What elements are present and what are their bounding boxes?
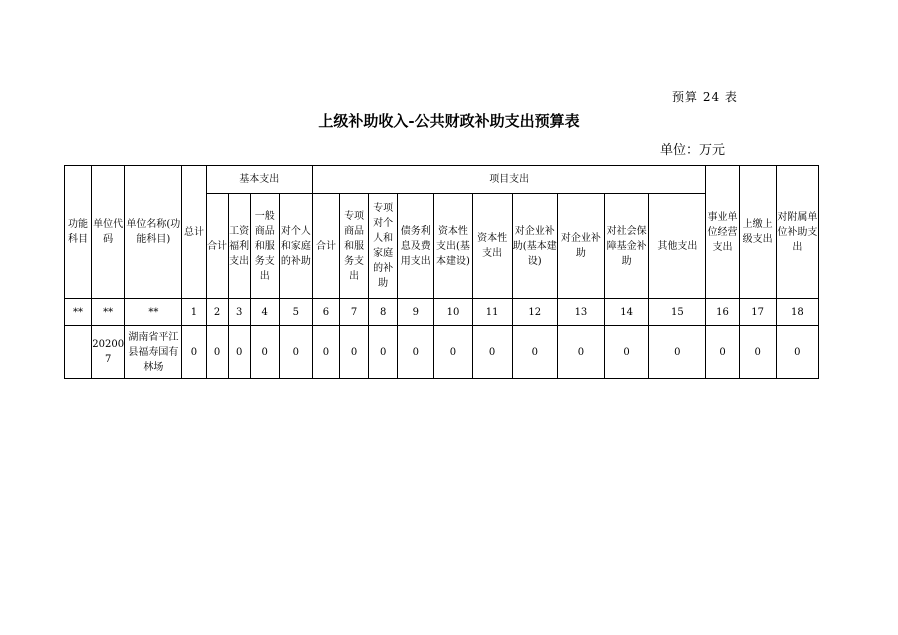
index-cell: 1: [182, 299, 206, 326]
header-business-ops: 事业单位经营支出: [706, 166, 739, 299]
index-cell: **: [125, 299, 182, 326]
header-project-other: 其他支出: [649, 194, 706, 299]
value-cell: 0: [250, 326, 279, 379]
budget-table: [64, 165, 819, 379]
index-cell: 3: [228, 299, 250, 326]
index-cell: 16: [706, 299, 739, 326]
header-remit-upper: 上缴上级支出: [739, 166, 776, 299]
index-cell: 4: [250, 299, 279, 326]
index-cell: 12: [512, 299, 557, 326]
index-cell: 7: [340, 299, 369, 326]
index-cell: 6: [312, 299, 339, 326]
index-cell: **: [65, 299, 92, 326]
value-cell: 0: [776, 326, 818, 379]
form-number: 预算 24 表: [672, 90, 738, 104]
header-unit-code: 单位代码: [92, 166, 125, 299]
header-project-enterprise-construction: 对企业补助(基本建设): [512, 194, 557, 299]
index-cell: 13: [557, 299, 604, 326]
value-cell: 0: [312, 326, 339, 379]
value-cell: 0: [472, 326, 512, 379]
header-subsidiary: 对附属单位补助支出: [776, 166, 818, 299]
unit-name-cell: 湖南省平江县福寿国有林场: [125, 326, 182, 379]
value-cell: 0: [557, 326, 604, 379]
index-cell: 5: [279, 299, 312, 326]
header-func-subject: 功能科目: [65, 166, 92, 299]
unit-label: 单位：万元: [660, 143, 726, 158]
index-row: [65, 299, 819, 326]
header-project-goods-services: 专项商品和服务支出: [340, 194, 369, 299]
header-project-debt-interest: 债务利息及费用支出: [398, 194, 434, 299]
index-cell: 15: [649, 299, 706, 326]
index-cell: 11: [472, 299, 512, 326]
index-cell: 17: [739, 299, 776, 326]
index-cell: 10: [434, 299, 472, 326]
value-cell: 0: [649, 326, 706, 379]
value-cell: 0: [369, 326, 398, 379]
unit-code-cell: 202007: [92, 326, 125, 379]
value-cell: 0: [706, 326, 739, 379]
header-project-capital: 资本性支出: [472, 194, 512, 299]
header-basic-wages: 工资福利支出: [228, 194, 250, 299]
header-project-social-security: 对社会保障基金补助: [605, 194, 649, 299]
header-project-subtotal: 合计: [312, 194, 339, 299]
header-project-expenditure: 项目支出: [312, 166, 706, 194]
header-unit-name: 单位名称(功能科目): [125, 166, 182, 299]
document-title: 上级补助收入-公共财政补助支出预算表: [318, 112, 580, 130]
table-row: [65, 326, 819, 379]
index-cell: 9: [398, 299, 434, 326]
header-project-individual-aid: 专项对个人和家庭的补助: [369, 194, 398, 299]
value-cell: 0: [512, 326, 557, 379]
value-cell: 0: [228, 326, 250, 379]
value-cell: 0: [279, 326, 312, 379]
header-basic-individual-aid: 对个人和家庭的补助: [279, 194, 312, 299]
value-cell: 0: [340, 326, 369, 379]
func-subject-cell: [65, 326, 92, 379]
index-cell: 18: [776, 299, 818, 326]
index-cell: 14: [605, 299, 649, 326]
header-basic-goods-services: 一般商品和服务支出: [250, 194, 279, 299]
header-basic-expenditure: 基本支出: [206, 166, 312, 194]
value-cell: 0: [434, 326, 472, 379]
index-cell: **: [92, 299, 125, 326]
value-cell: 0: [206, 326, 228, 379]
header-project-enterprise-aid: 对企业补助: [557, 194, 604, 299]
index-cell: 2: [206, 299, 228, 326]
value-cell: 0: [182, 326, 206, 379]
index-cell: 8: [369, 299, 398, 326]
value-cell: 0: [398, 326, 434, 379]
value-cell: 0: [605, 326, 649, 379]
header-total: 总计: [182, 166, 206, 299]
value-cell: 0: [739, 326, 776, 379]
header-project-capital-construction: 资本性支出(基本建设): [434, 194, 472, 299]
header-basic-subtotal: 合计: [206, 194, 228, 299]
